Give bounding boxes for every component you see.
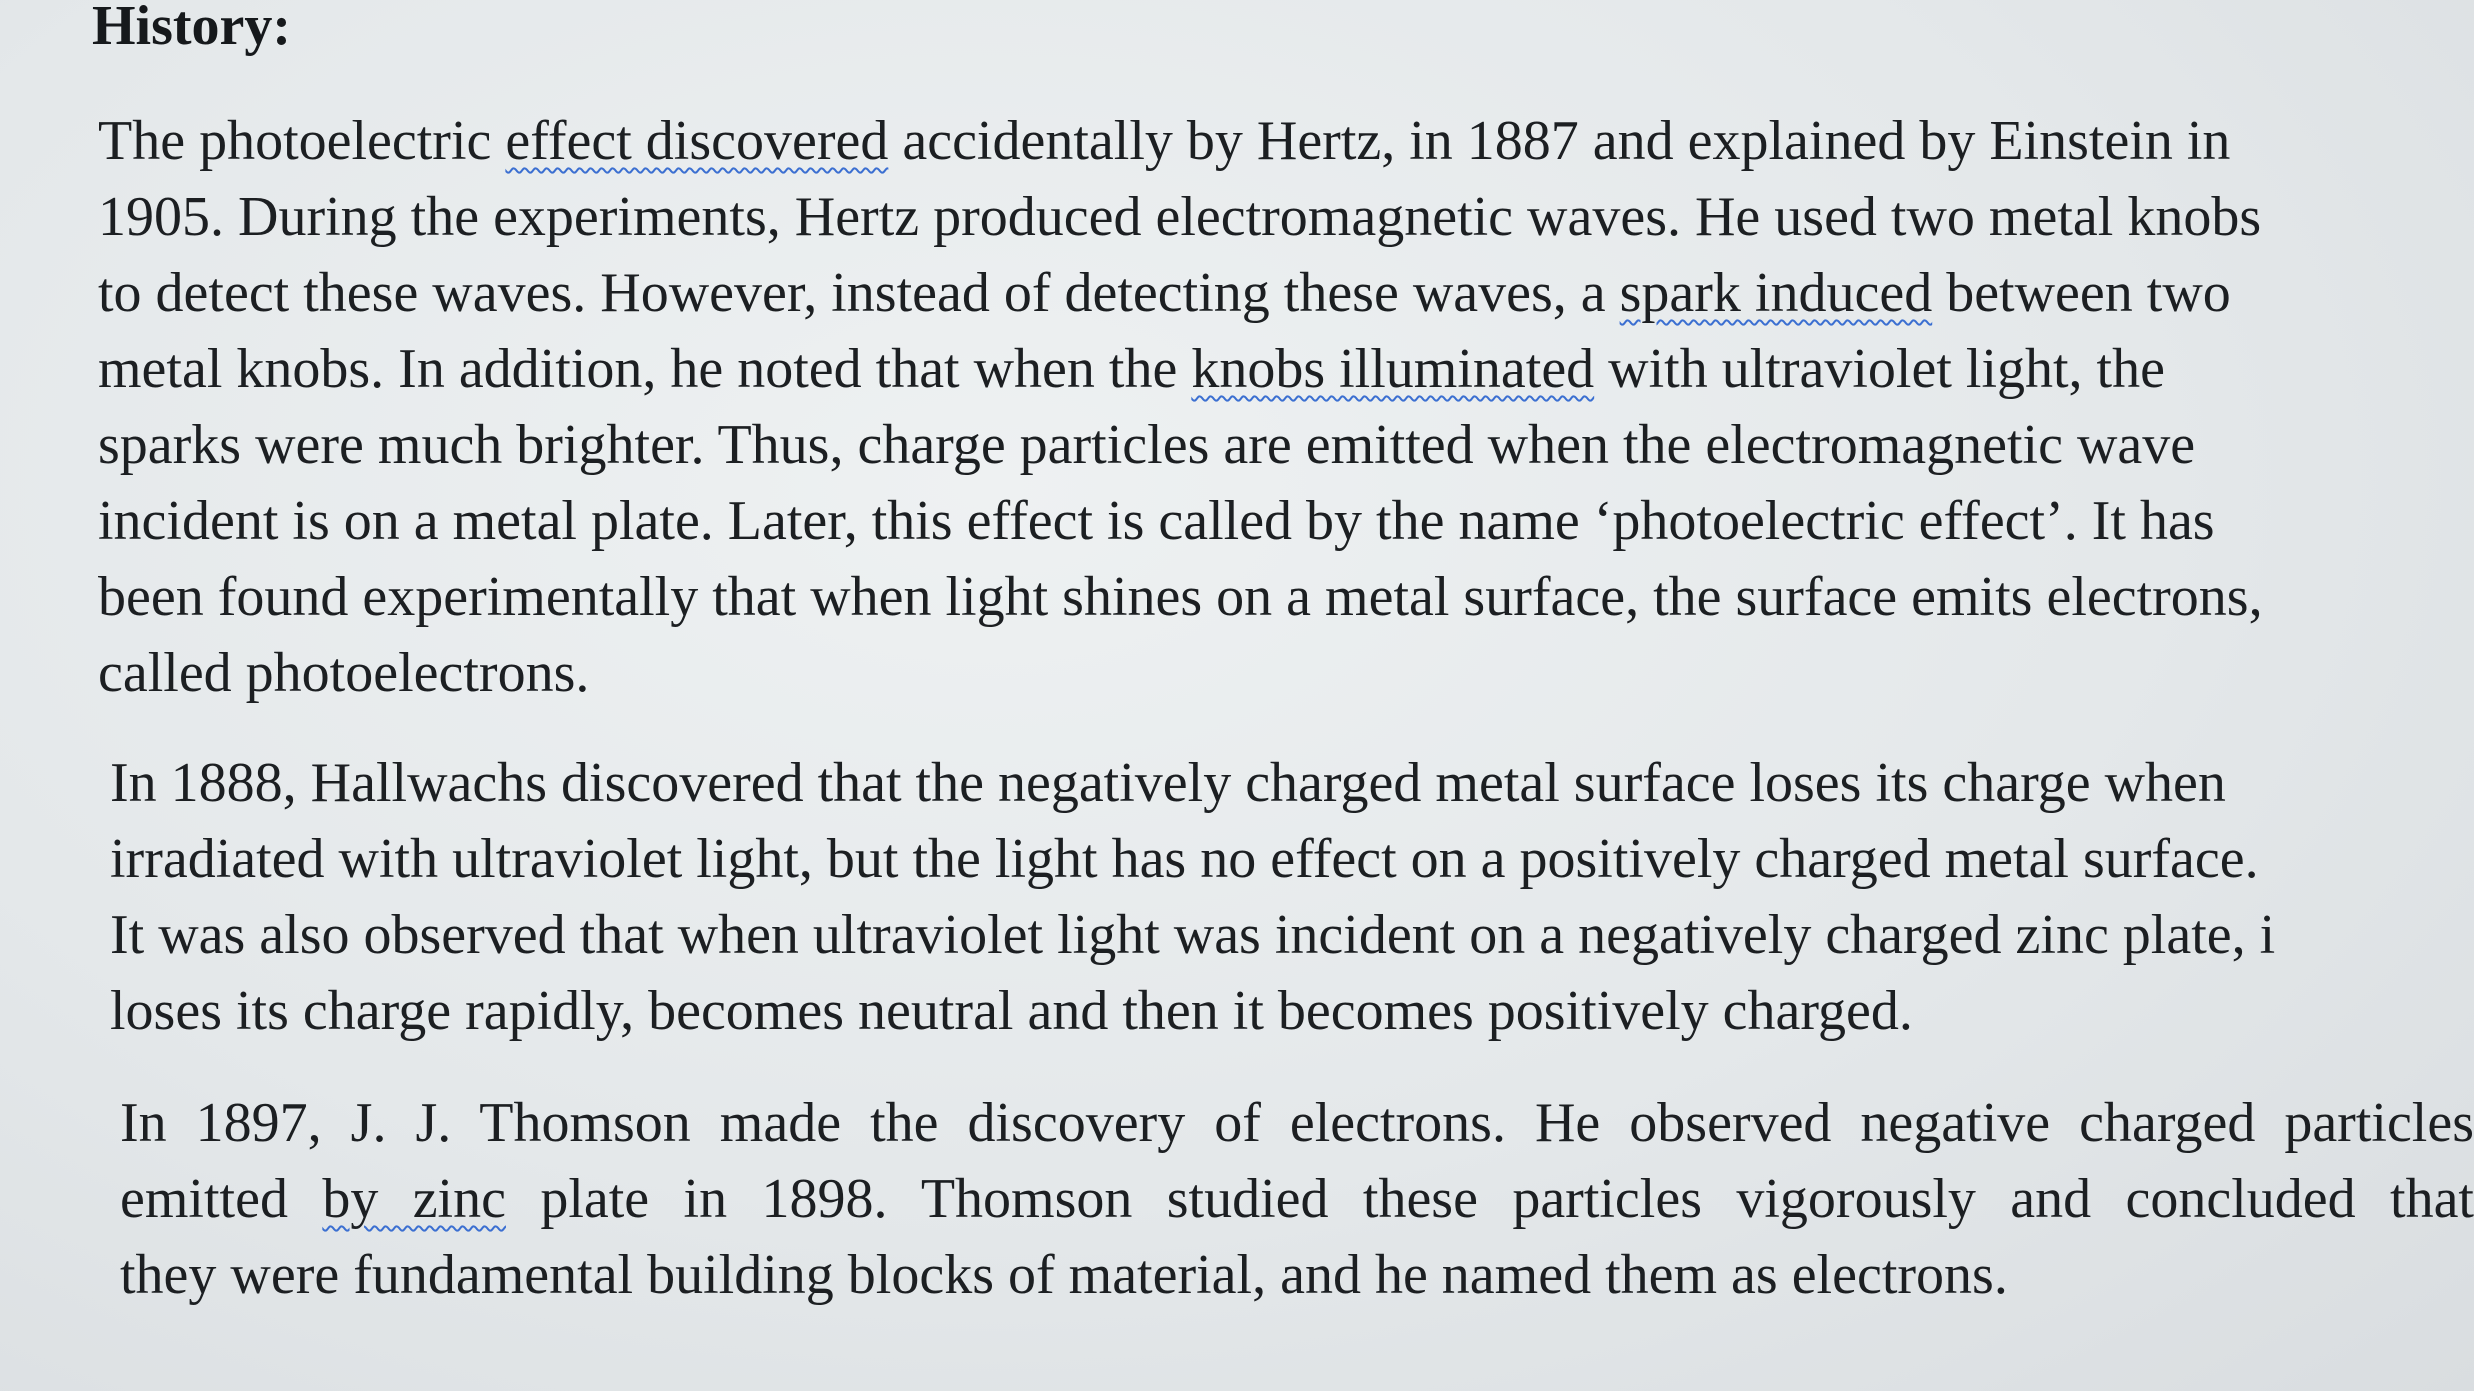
text-run: sparks were much brighter. Thus, charge particles are emitted when the electromagnetic wave	[98, 414, 2196, 476]
text-run: with ultraviolet light, the	[1594, 338, 2165, 400]
text-run: plate in 1898. Thomson studied these particles vigorously and concluded that	[505, 1168, 2474, 1230]
text-line	[110, 821, 2275, 897]
text-run: emitted	[120, 1168, 323, 1230]
text-line	[98, 331, 2263, 407]
text-line	[120, 1085, 2474, 1161]
text-line	[120, 1161, 2474, 1237]
text-line	[98, 559, 2263, 635]
text-line	[98, 483, 2263, 559]
text-run: between two	[1932, 262, 2231, 324]
text-run: 1905. During the experiments, Hertz produced electromagnetic waves. He used two metal knobs	[98, 186, 2262, 248]
spellcheck-flagged-text: effect discovered	[505, 110, 889, 172]
text-run: incident is on a metal plate. Later, this effect is called by the name ‘photoelectric effect’. It has	[98, 490, 2215, 552]
text-run: irradiated with ultraviolet light, but the light has no effect on a positively charged metal surface.	[110, 828, 2259, 890]
paragraph-hallwachs	[110, 745, 2275, 1049]
text-line	[110, 973, 2275, 1049]
spellcheck-flagged-text: by zinc	[322, 1168, 506, 1230]
paragraph-thomson	[120, 1085, 2474, 1313]
text-run: they were fundamental building blocks of material, and he named them as electrons.	[120, 1244, 2008, 1306]
text-run: In 1897, J. J. Thomson made the discovery of electrons. He observed negative charged particles	[120, 1092, 2474, 1154]
text-line	[120, 1237, 2474, 1313]
spellcheck-flagged-text: knobs illuminated	[1191, 338, 1595, 400]
text-run: loses its charge rapidly, becomes neutral and then it becomes positively charged.	[110, 980, 1913, 1042]
text-line	[110, 745, 2275, 821]
text-run: called photoelectrons.	[98, 642, 590, 704]
text-run: It was also observed that when ultraviolet light was incident on a negatively charged zinc plate, i	[110, 904, 2276, 966]
section-heading: History:	[92, 0, 292, 57]
text-run: been found experimentally that when light shines on a metal surface, the surface emits electrons,	[98, 566, 2263, 628]
text-line	[110, 897, 2275, 973]
text-line	[98, 635, 2263, 711]
text-run: metal knobs. In addition, he noted that when the	[98, 338, 1192, 400]
text-run: In 1888, Hallwachs discovered that the negatively charged metal surface loses its charge when	[110, 752, 2226, 814]
text-run: The photoelectric	[98, 110, 506, 172]
text-run: to detect these waves. However, instead of detecting these waves, a	[98, 262, 1620, 324]
text-line	[98, 255, 2263, 331]
text-line	[98, 103, 2263, 179]
text-line	[98, 407, 2263, 483]
text-line	[98, 179, 2263, 255]
spellcheck-flagged-text: spark induced	[1619, 262, 1933, 324]
text-run: accidentally by Hertz, in 1887 and explained by Einstein in	[888, 110, 2231, 172]
paragraph-hertz	[98, 103, 2263, 711]
